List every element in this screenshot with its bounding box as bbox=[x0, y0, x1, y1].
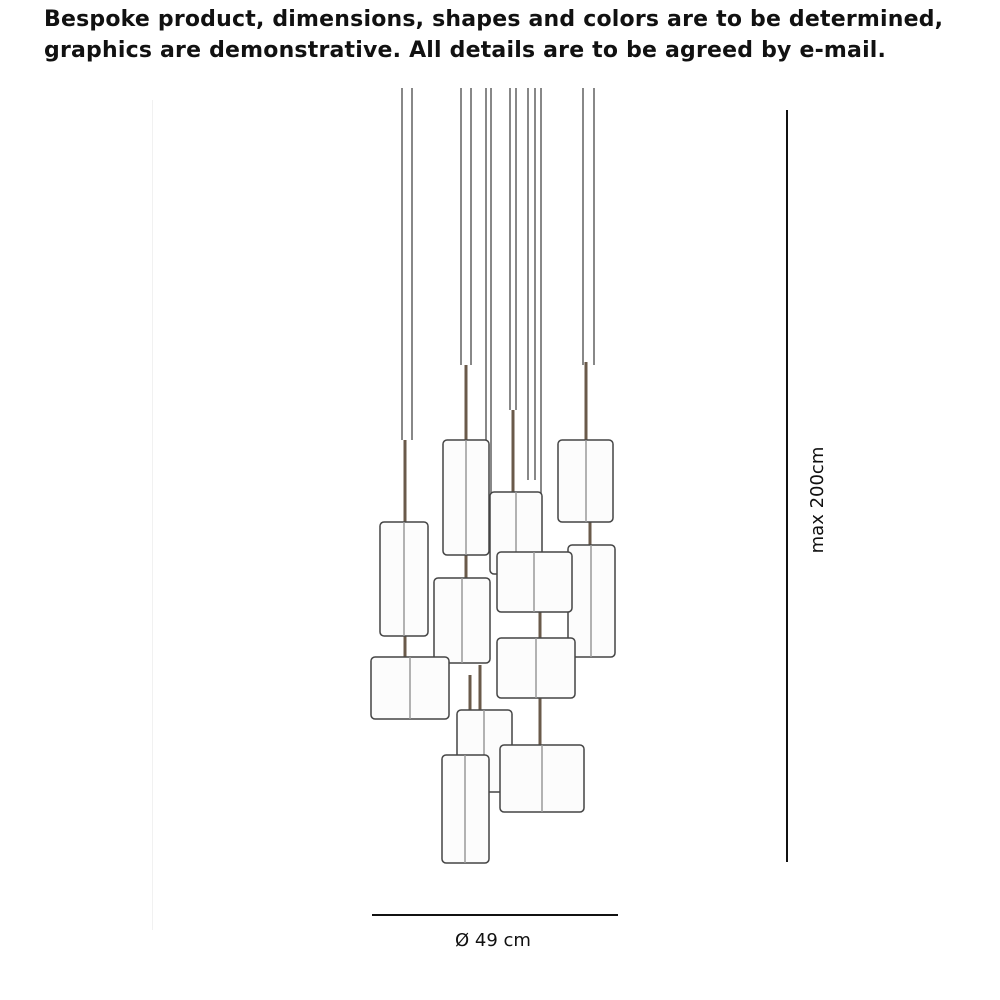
height-dimension-label: max 200cm bbox=[807, 446, 828, 554]
diameter-dimension-label: Ø 49 cm bbox=[455, 930, 531, 951]
disclaimer-text: Bespoke product, dimensions, shapes and colors are to be determined, graphics are demonstrative. All details are to be agreed by e-mail. bbox=[44, 7, 944, 63]
pendant-shades bbox=[371, 362, 615, 863]
